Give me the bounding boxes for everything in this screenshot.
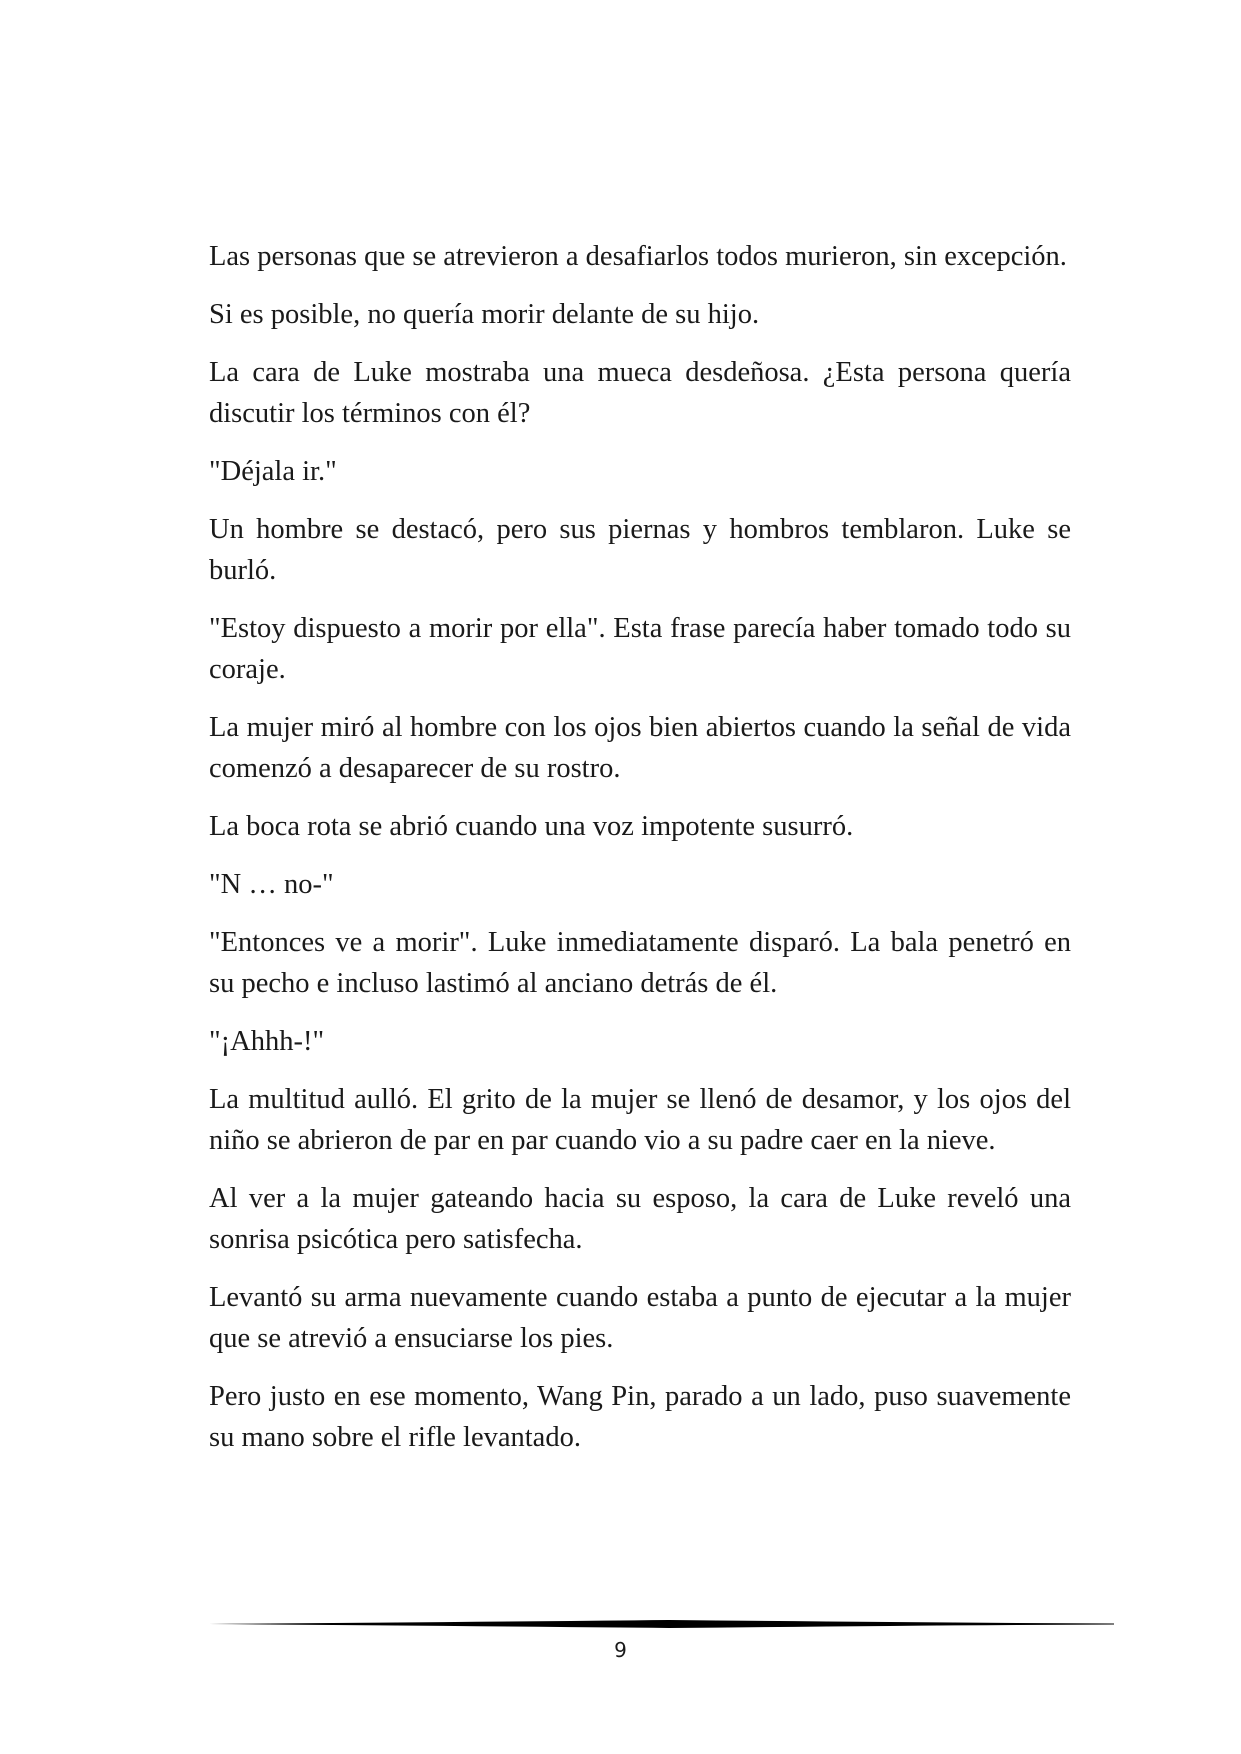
paragraph: Un hombre se destacó, pero sus piernas y hombros temblaron. Luke se burló. bbox=[209, 514, 1071, 586]
paragraph: Si es posible, no quería morir delante de su hijo. bbox=[209, 299, 760, 330]
paragraph: Pero justo en ese momento, Wang Pin, parado a un lado, puso suavemente su mano sobre el rifle levantado. bbox=[209, 1381, 1071, 1453]
paragraph: "Estoy dispuesto a morir por ella". Esta frase parecía haber tomado todo su coraje. bbox=[209, 613, 1071, 685]
paragraph: La multitud aulló. El grito de la mujer se llenó de desamor, y los ojos del niño se abrieron de par en par cuando vio a su padre caer en la nieve. bbox=[209, 1084, 1071, 1156]
body-text bbox=[209, 236, 1071, 1475]
paragraph: "¡Ahhh-!" bbox=[209, 1026, 325, 1057]
paragraph: Al ver a la mujer gateando hacia su esposo, la cara de Luke reveló una sonrisa psicótica pero satisfecha. bbox=[209, 1183, 1071, 1255]
page-number: 9 bbox=[614, 1638, 627, 1662]
footer-divider bbox=[209, 1618, 1114, 1630]
paragraph: "Entonces ve a morir". Luke inmediatamente disparó. La bala penetró en su pecho e incluso lastimó al anciano detrás de él. bbox=[209, 927, 1071, 999]
paragraph: Las personas que se atrevieron a desafiarlos todos murieron, sin excepción. bbox=[209, 241, 1067, 272]
paragraph: Levantó su arma nuevamente cuando estaba a punto de ejecutar a la mujer que se atrevió a ensuciarse los pies. bbox=[209, 1282, 1071, 1354]
paragraph: La mujer miró al hombre con los ojos bien abiertos cuando la señal de vida comenzó a desaparecer de su rostro. bbox=[209, 712, 1071, 784]
paragraph: La cara de Luke mostraba una mueca desdeñosa. ¿Esta persona quería discutir los términos con él? bbox=[209, 357, 1071, 429]
paragraph: "N … no-" bbox=[209, 869, 334, 900]
paragraph: "Déjala ir." bbox=[209, 456, 337, 487]
paragraph: La boca rota se abrió cuando una voz impotente susurró. bbox=[209, 811, 854, 842]
